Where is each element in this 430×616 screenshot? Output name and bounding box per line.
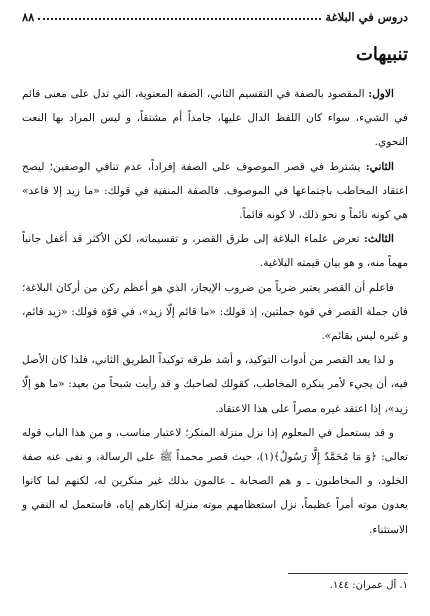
paragraph-third-note — [22, 227, 408, 275]
paragraph-quran-example: و قد يستعمل في المعلوم إذا نزل منزلة المنكر؛ لاعتبار مناسب، و من هذا الباب قوله تعالى: ﴿وَ مَا مُحَمَّدٌ إِلَّا رَسُولٌ﴾(١)، حيث قصر محمداً ﷺ على الرسالة، و نفى عنه صفة الخلود، و المخاطبون ـ و هم الصحابة ـ عالمون بذلك غير منكرين له، لكنهم لما كانوا يعدون موته أمراً عظيماً، نزل استعظامهم موته منزلة إنكارهم إياه، فاستعمل له النفي و الاستثناء. — [22, 426, 408, 536]
running-header-title: دروس في البلاغة — [325, 10, 408, 24]
paragraph-text: يشترط في قصر الموصوف على الصفة إفراداً، عدم تنافي الوصفين؛ ليصح اعتقاد المخاطب باجتماعها في الموصوف. فالصفة المنفية في قولك: «ما زيد إلا قاعد» هي كونه نائماً و نحو ذلك، لا كونه قائماً. — [22, 160, 408, 222]
paragraph-text: تعرض علماء البلاغة إلى طرق القصر، و تقسيماته، لكن الأكثر قد أغفل جانباً مهماً منه، و هو بيان قيمته البلاغية. — [22, 233, 408, 270]
paragraph-text: المقصود بالصفة في التقسيم الثاني، الصفة المعنوية، التي تدل على معنى قائم في الشيء، سواء كان اللفظ الدال عليها، جامداً أم مشتقاً، و ليس المراد بها النعت النحوي. — [22, 88, 408, 149]
paragraph-first-note — [22, 82, 408, 155]
paragraph-ijaz: فاعلم أن القصر يعتبر ضرباً من ضروب الإيجاز، الذي هو أعظم ركن من أركان البلاغة؛ فان جملة القصر في قوة جملتين، إذ قولك: «ما قائم إلّا زيد»، في قوّة قولك: «زيد قائم، و غيره ليس بقائم». — [22, 281, 408, 343]
header-dot-leader — [38, 18, 321, 20]
note-label-second: الثاني: — [365, 160, 394, 173]
note-label-third: الثالث: — [363, 233, 394, 246]
running-header — [22, 6, 408, 24]
paragraph-tawkid: و لذا يعد القصر من أدوات التوكيد، و أشد طرقه توكيداً الطريق الثاني، فلذا كان الأصل فيه، أن يجيء لأمر ينكره المخاطب، كقولك لصاحبك و قد رأيت شبحاً من بعيد: «ما هو إلّا زيد»، إذا اعتقد غيره مصراً على هذا الاعتقاد. — [22, 354, 408, 415]
footnote: ١. آل عمران: ١٤٤. — [329, 580, 408, 591]
note-label-first: الاول: — [368, 88, 394, 100]
section-title: تنبيهات — [355, 44, 408, 65]
page-number: ٨٨ — [22, 10, 35, 24]
body-text — [22, 82, 408, 542]
paragraph-second-note — [22, 155, 408, 228]
footnote-divider — [288, 573, 408, 574]
